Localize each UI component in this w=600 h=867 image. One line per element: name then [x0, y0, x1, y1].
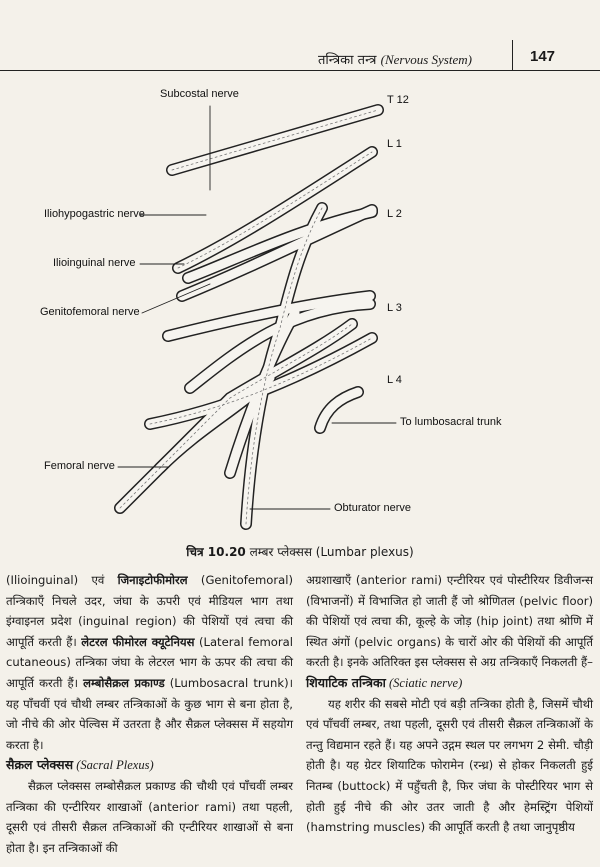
subheading-hindi: शियाटिक तन्त्रिका — [306, 674, 386, 690]
text-segment: (Lumbosacral trunk)। यह पाँचवीं एवं चौथी लम्बर तन्त्रिकाओं के कुछ भाग से बना होता है, जो नीचे की ओर पेल्विस में उतरता है और सैक्रल प्लेक्सस में सहयोग करता है। — [6, 675, 293, 752]
term-lumbosacral-trunk: लम्बोसैक्रल प्रकाण्ड — [83, 675, 165, 690]
term-lateral-femoral-cutaneous: लेटरल फीमोरल क्यूटेनियस — [81, 634, 195, 649]
label-obturator-nerve: Obturator nerve — [334, 502, 412, 514]
label-t12: T 12 — [387, 94, 409, 106]
right-paragraph-2: यह शरीर की सबसे मोटी एवं बड़ी तन्त्रिका होती है, जिसमें चौथी एवं पाँचवीं लम्बर, तथा पहली, दूसरी एवं तीसरी सैक्रल तन्त्रिकाओं के तन्तु विद्यमान रहते हैं। यह अपने उद्गम स्थल पर लगभग 2 सेमी. चौड़ी होती है। यह ग्रेटर शियाटिक फोरामेन (रन्ध्र) से होकर निकलती हुई नितम्ब (buttock) में पहुँचती है, फिर जंघा के पोस्टीरियर भाग से होती हुई नीचे की ओर उतर जाती है और हेमस्ट्रिंग पेशियों (hamstring muscles) की आपूर्ति करती है तथा जानुपृष्ठीय — [306, 696, 593, 835]
text-segment: (Genitofemoral) तन्त्रिकाएँ निचले उदर, जंघा के ऊपरी एवं मीडियल भाग तथा इंग्वाइनल प्रदेश (inguinal region) की पेशियों एवं त्वचा की आपूर्ति करती हैं। — [6, 573, 293, 649]
text-segment: (Lateral femoral cutaneous) तन्त्रिका जंघा के लेटरल भाग के ऊपर की त्वचा की आपूर्ति करती हैं। — [6, 634, 293, 690]
text-segment: (Ilioinguinal) एवं — [6, 573, 118, 587]
running-title — [318, 50, 472, 68]
label-genitofemoral-nerve: Genitofemoral nerve — [40, 306, 140, 318]
label-subcostal-nerve: Subcostal nerve — [160, 88, 239, 100]
label-l3: L 3 — [387, 302, 402, 314]
caption-text: लम्बर प्लेक्सस (Lumbar plexus) — [249, 545, 414, 559]
figure-caption — [0, 543, 600, 560]
running-title-hindi: तन्त्रिका तन्त्र — [318, 53, 377, 68]
subheading-english: (Sacral Plexus) — [73, 758, 154, 773]
left-paragraph-2: सैक्रल प्लेक्सस लम्बोसैक्रल प्रकाण्ड की चौथी एवं पाँचवीं लम्बर तन्त्रिका की एन्टीरियर शाखाओं (anterior rami) तथा पहली, दूसरी एवं तीसरी सैक्रल तन्त्रिकाओं की एन्टीरियर शाखाओं से बना होता है। इन तन्त्रिकाओं की — [6, 778, 293, 855]
header-divider — [512, 40, 513, 70]
label-iliohypogastric-nerve: Iliohypogastric nerve — [44, 208, 145, 220]
left-column — [6, 570, 293, 858]
label-l1: L 1 — [387, 138, 402, 150]
label-l2: L 2 — [387, 208, 402, 220]
subheading-english: (Sciatic nerve) — [385, 675, 463, 690]
label-femoral-nerve: Femoral nerve — [44, 460, 115, 472]
lumbar-plexus-figure — [0, 78, 600, 540]
subheading-sciatic-nerve — [306, 673, 593, 694]
page-number: 147 — [530, 48, 556, 65]
header-rule — [0, 70, 600, 71]
label-l4: L 4 — [387, 374, 402, 386]
left-paragraph-1 — [6, 570, 293, 755]
running-title-english: (Nervous System) — [380, 52, 472, 67]
subheading-hindi: सैक्रल प्लेक्सस — [6, 757, 74, 773]
right-paragraph-1: अग्रशाखाएँ (anterior rami) एन्टीरियर एवं पोस्टीरियर डिवीजन्स (विभाजनों) में विभाजित हो जाती हैं जो श्रोणितल (pelvic floor) की पेशियों एवं त्वचा की, कूल्हे के जोड़ (hip joint) तथा श्रोणि में स्थित अंगों (pelvic organs) के चारों ओर की पेशियों की आपूर्ति करती है। इनके अतिरिक्त इस प्लेक्सस से अग्र तन्त्रिकाएँ निकलती हैं– — [306, 573, 593, 670]
subheading-sacral-plexus — [6, 755, 293, 776]
right-column — [306, 570, 593, 838]
term-genitofemoral: जिनाइटोफीमोरल — [117, 573, 188, 587]
label-ilioinguinal-nerve: Ilioinguinal nerve — [53, 257, 136, 269]
page-header — [0, 0, 600, 78]
label-lumbosacral-trunk: To lumbosacral trunk — [400, 416, 502, 428]
caption-number: चित्र 10.20 — [186, 545, 246, 559]
